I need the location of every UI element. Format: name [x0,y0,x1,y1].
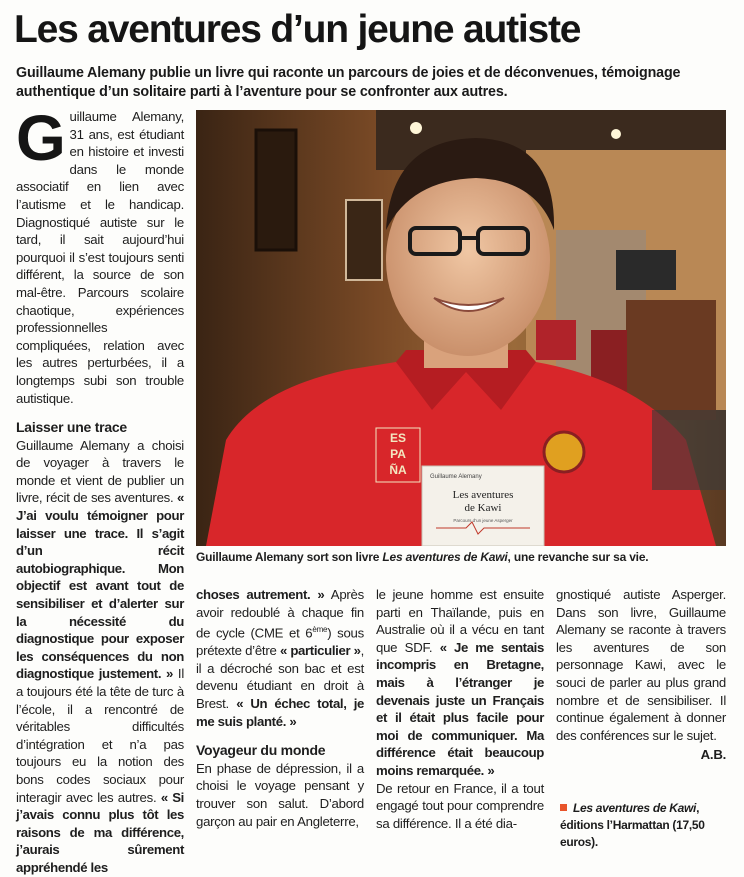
body-paragraph: gnostiqué autiste Asperger. Dans son livre, Guillaume Alemany se raconte à travers les aventures de son personnage Kawi, avec le souci de parler au plus grand nombre et de sensibiliser. Il continue également à donner des conférences sur le sujet. [556,587,726,743]
quote-text: choses autrement. » [196,587,325,602]
author-signature: A.B. [700,747,726,763]
intro-paragraph [16,102,184,407]
body-paragraph: De retour en France, il a tout engagé tout pour comprendre sa différence. Il a été dia- [376,780,544,831]
article-photo [196,110,726,546]
caption-book-title: Les aventures de Kawi [382,550,508,564]
body-text: , il a décroché son bac et est devenu étudiant en droit à Brest. [196,643,364,711]
shirt-lettering: ÑA [389,463,407,477]
column-4 [556,586,726,764]
caption-text: Guillaume Alemany sort son livre [196,550,383,564]
subhead-voyageur-du-monde: Voyageur du monde [196,742,326,759]
book-cover [422,466,544,546]
headline: Les aventures d’un jeune autiste [14,8,581,51]
shirt-lettering: PA [390,447,406,461]
body-text: Il a toujours été la tête de turc à l’école, il a rencontré de véritables difficultés d’intégration et n’a pas toujours eu la notion des bons codes sociaux pour interagir avec les autres. [16,666,184,805]
subhead-laisser-une-trace: Laisser une trace [16,419,127,436]
column-2 [196,586,364,830]
quote-text: « Je me sentais incompris en Bretagne, mais à l’étranger je devenais juste un Français et il était plus facile pour moi de communiquer. Ma différence était beaucoup moins remarquée. » [376,639,544,778]
superscript: ème [312,625,328,635]
crest-icon [544,432,584,472]
book-info-note [560,800,730,851]
body-text: Après avoir redoublé à chaque fin de cycle (CME et 6 [196,587,364,641]
book-author: Guillaume Alemany [430,474,482,480]
quote-text: « J’ai voulu témoigner pour laisser une trace. Il s’agit d’un récit autobiographique. Mon objectif est avant tout de sensibiliser et d’alerter sur la nécessité du diagnostique pour exposer les conséquences du non diagnostique justement. » [16,490,184,682]
photo-caption [196,550,726,564]
quote-text: « Si j’avais connu plus tôt les raisons de ma différence, j’aurais sûrement appréhendé les [16,789,184,875]
note-text: , éditions l’Harmattan (17,50 euros). [560,801,705,849]
column-1 [16,102,184,877]
body-paragraph [16,437,184,877]
body-text: ) sous prétexte d’être [196,625,364,659]
quote-text: « particulier » [280,643,361,659]
book-subtitle: Parcours d’un jeune Asperger [453,518,513,523]
book-title-line-2: de Kawi [464,502,502,514]
body-paragraph: En phase de dépression, il a choisi le voyage pensant y trouver son salut. D’abord garçon au pair en Angleterre, [196,760,364,829]
note-book-title: Les aventures de Kawi [573,801,697,815]
drop-cap: G [16,102,66,174]
lead-paragraph: Guillaume Alemany publie un livre qui raconte un parcours de joies et de déconvenues, témoignage authentique d’un solitaire parti à l’aventure pour se confronter aux autres. [16,65,681,100]
body-paragraph [376,586,544,780]
bullet-square-icon [560,804,567,811]
body-text: le jeune homme est ensuite parti en Thaïlande, puis en Australie où il a vécu en tant que SDF. [376,587,544,655]
shirt-lettering: ES [389,431,407,445]
caption-text: , une revanche sur sa vie. [507,550,649,564]
column-3 [376,586,544,832]
photo-illustration [196,110,726,546]
body-text: Guillaume Alemany a choisi de voyager à travers le monde et vient de publier un livre, récit de ses aventures. [16,437,184,506]
quote-text: « Un échec total, je me suis planté. » [196,695,365,729]
body-paragraph [196,586,364,730]
intro-text: uillaume Alemany, 31 ans, est étudiant en histoire et investi dans le monde associatif en lien avec l’autisme et le handicap. Diagnostiqué autiste sur le tard, il sait aujourd’hui pourquoi il s’est toujours senti différent, la source de son mal-être. Parcours scolaire chaotique, expériences professionnelles compliquées, relation avec les autres perturbées, il a longtemps subi son trouble autistique. [16,109,184,406]
book-title-line-1: Les aventures [452,489,514,501]
